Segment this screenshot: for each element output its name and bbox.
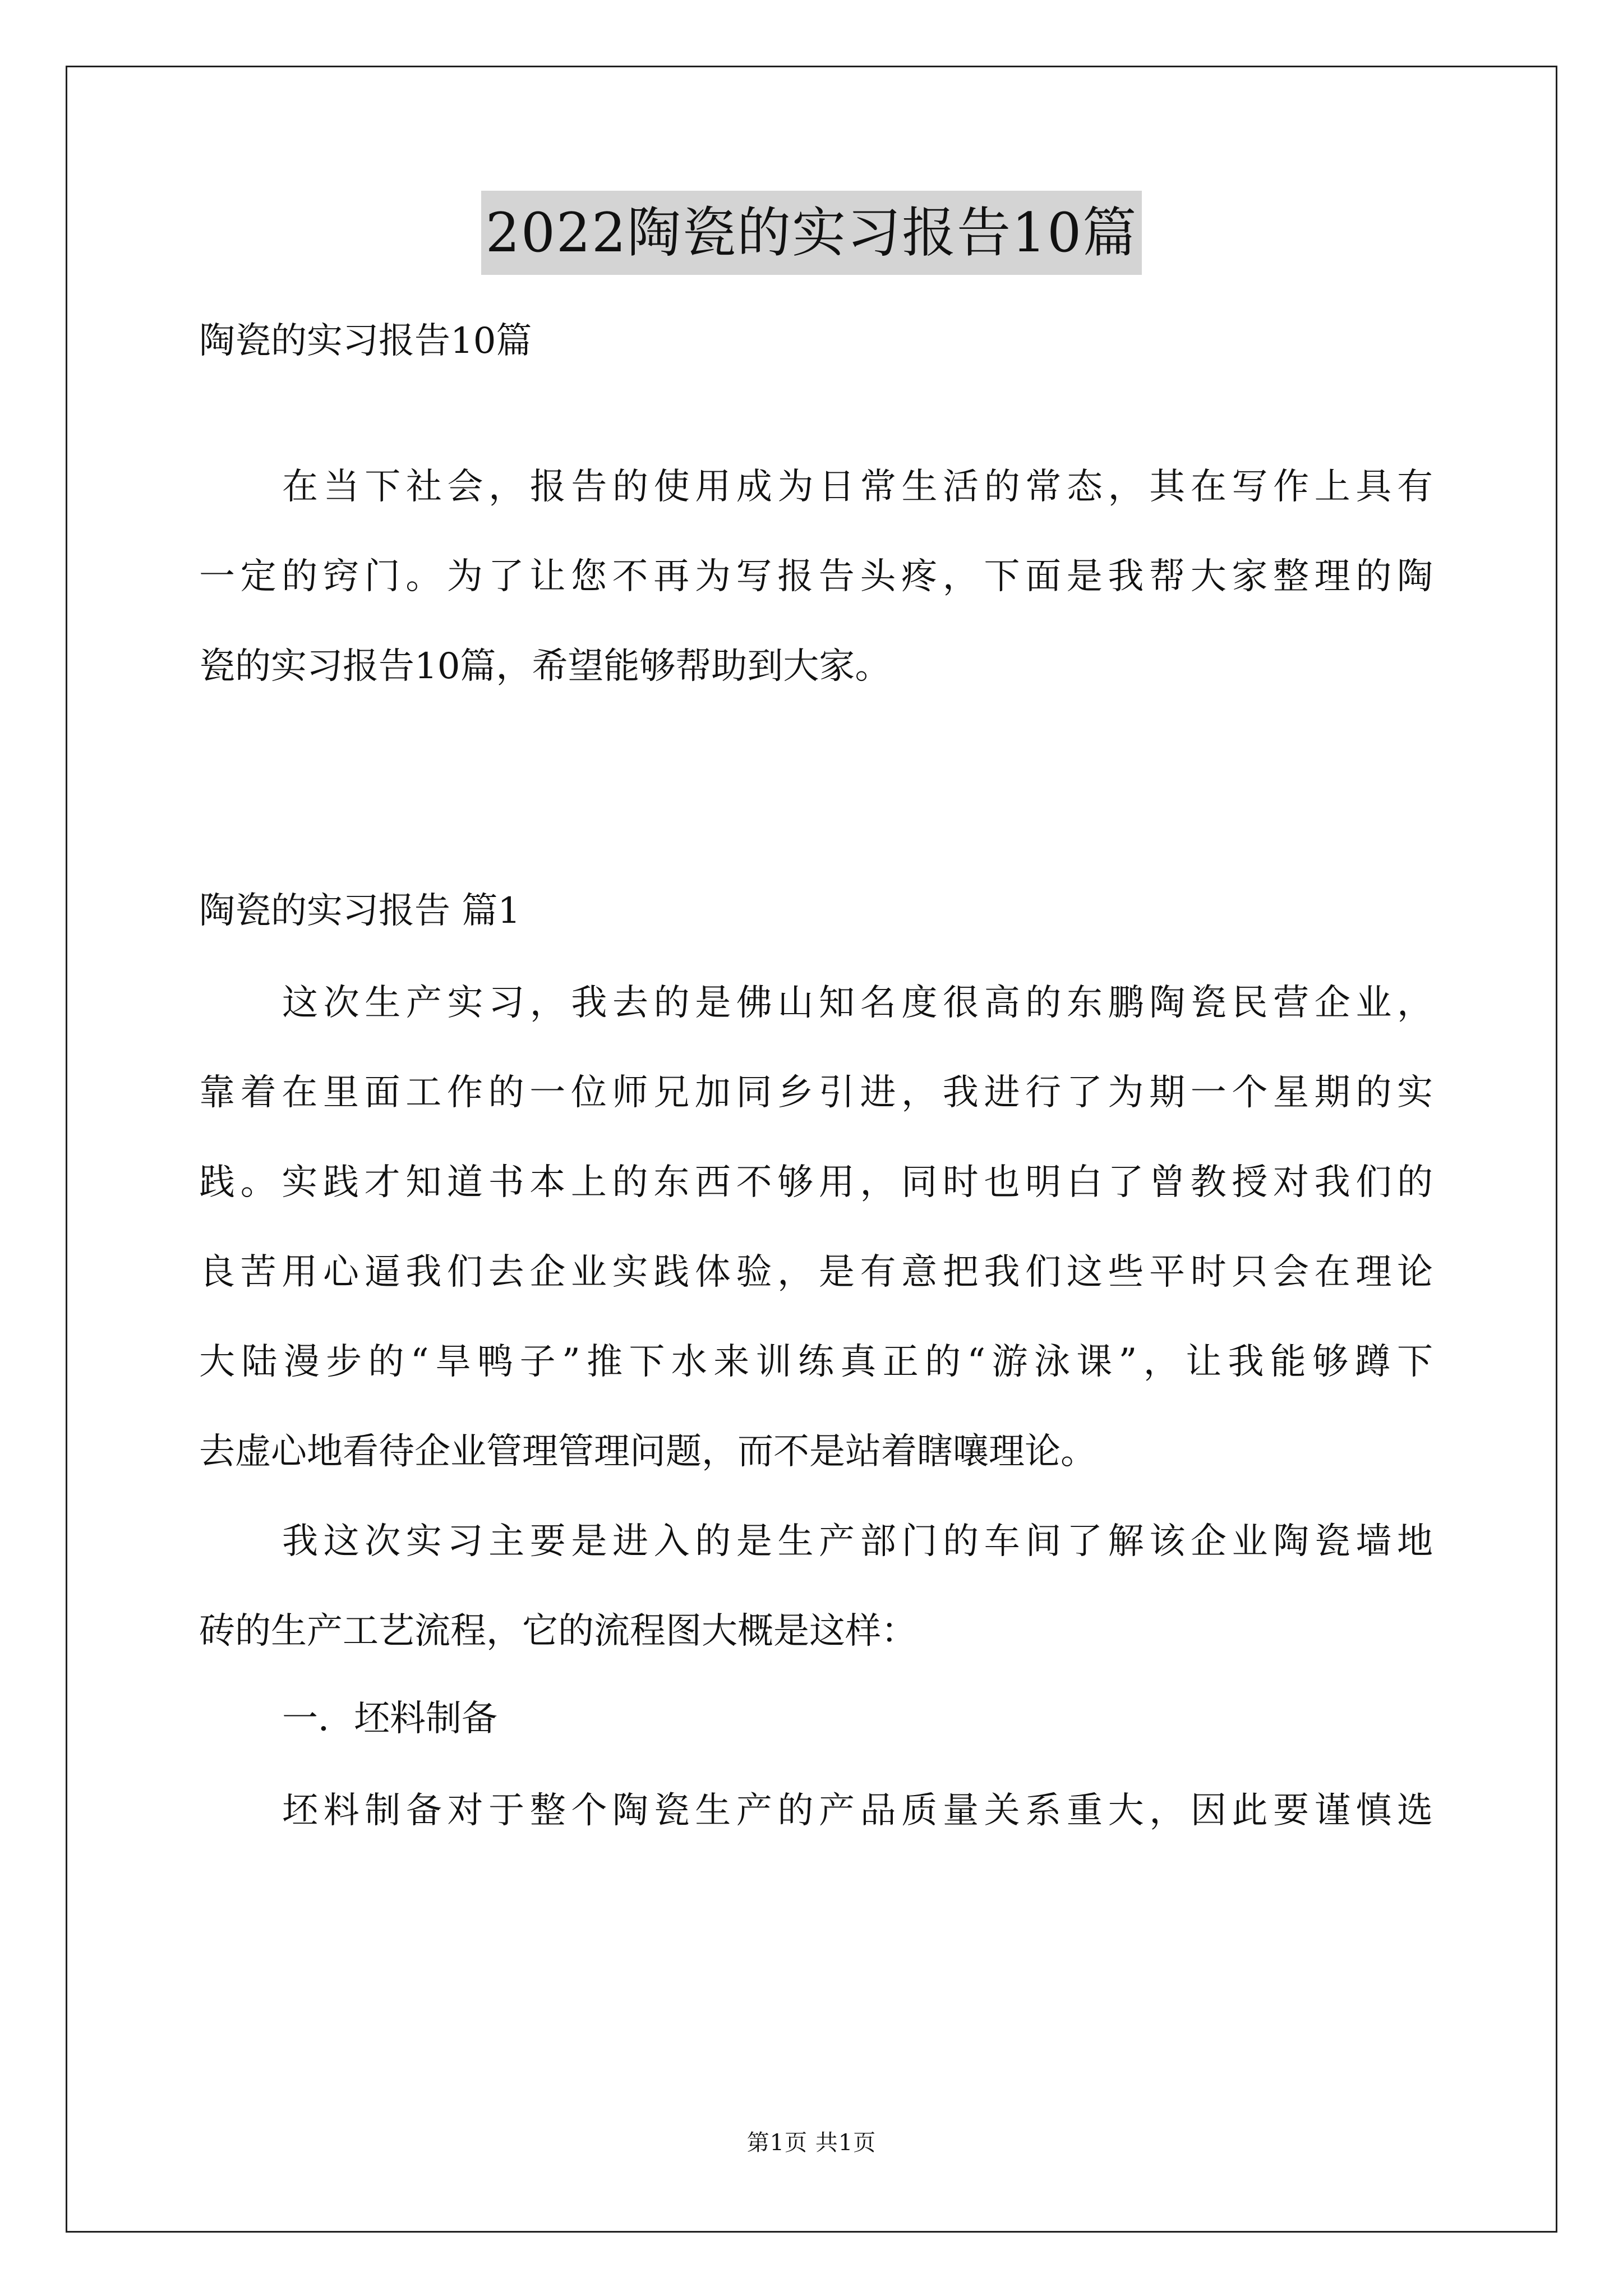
section-heading: 陶瓷的实习报告 篇1	[199, 890, 521, 932]
para2-line-1: 我这次实习主要是进入的是生产部门的车间了解该企业陶瓷墙地	[282, 1521, 1433, 1562]
document-subtitle: 陶瓷的实习报告10篇	[199, 320, 532, 362]
title-container	[0, 191, 1623, 275]
para1-line-2: 靠着在里面工作的一位师兄加同乡引进，我进行了为期一个星期的实	[199, 1072, 1433, 1114]
page-border	[66, 66, 1557, 2233]
intro-line-3: 瓷的实习报告10篇，希望能够帮助到大家。	[199, 646, 891, 687]
list-item-heading: 一．坯料制备	[282, 1698, 497, 1740]
para1-line-5: 大陆漫步的“旱鸭子”推下水来训练真正的“游泳课”，让我能够蹲下	[199, 1341, 1433, 1383]
intro-line-2: 一定的窍门。为了让您不再为写报告头疼，下面是我帮大家整理的陶	[199, 556, 1433, 597]
para2-line-2: 砖的生产工艺流程，它的流程图大概是这样：	[199, 1611, 917, 1652]
para3-line-1: 坯料制备对于整个陶瓷生产的产品质量关系重大，因此要谨慎选	[282, 1790, 1433, 1832]
para1-line-3: 践。实践才知道书本上的东西不够用，同时也明白了曾教授对我们的	[199, 1162, 1433, 1203]
document-title[interactable]: 2022陶瓷的实习报告10篇	[481, 191, 1142, 275]
para1-line-4: 良苦用心逼我们去企业实践体验，是有意把我们这些平时只会在理论	[199, 1251, 1433, 1293]
page-footer: 第1页 共1页	[746, 2130, 877, 2156]
para1-line-1: 这次生产实习，我去的是佛山知名度很高的东鹏陶瓷民营企业，	[282, 982, 1433, 1024]
intro-line-1: 在当下社会，报告的使用成为日常生活的常态，其在写作上具有	[282, 466, 1433, 508]
para1-line-6: 去虚心地看待企业管理管理问题，而不是站着瞎嚷理论。	[199, 1431, 1096, 1473]
